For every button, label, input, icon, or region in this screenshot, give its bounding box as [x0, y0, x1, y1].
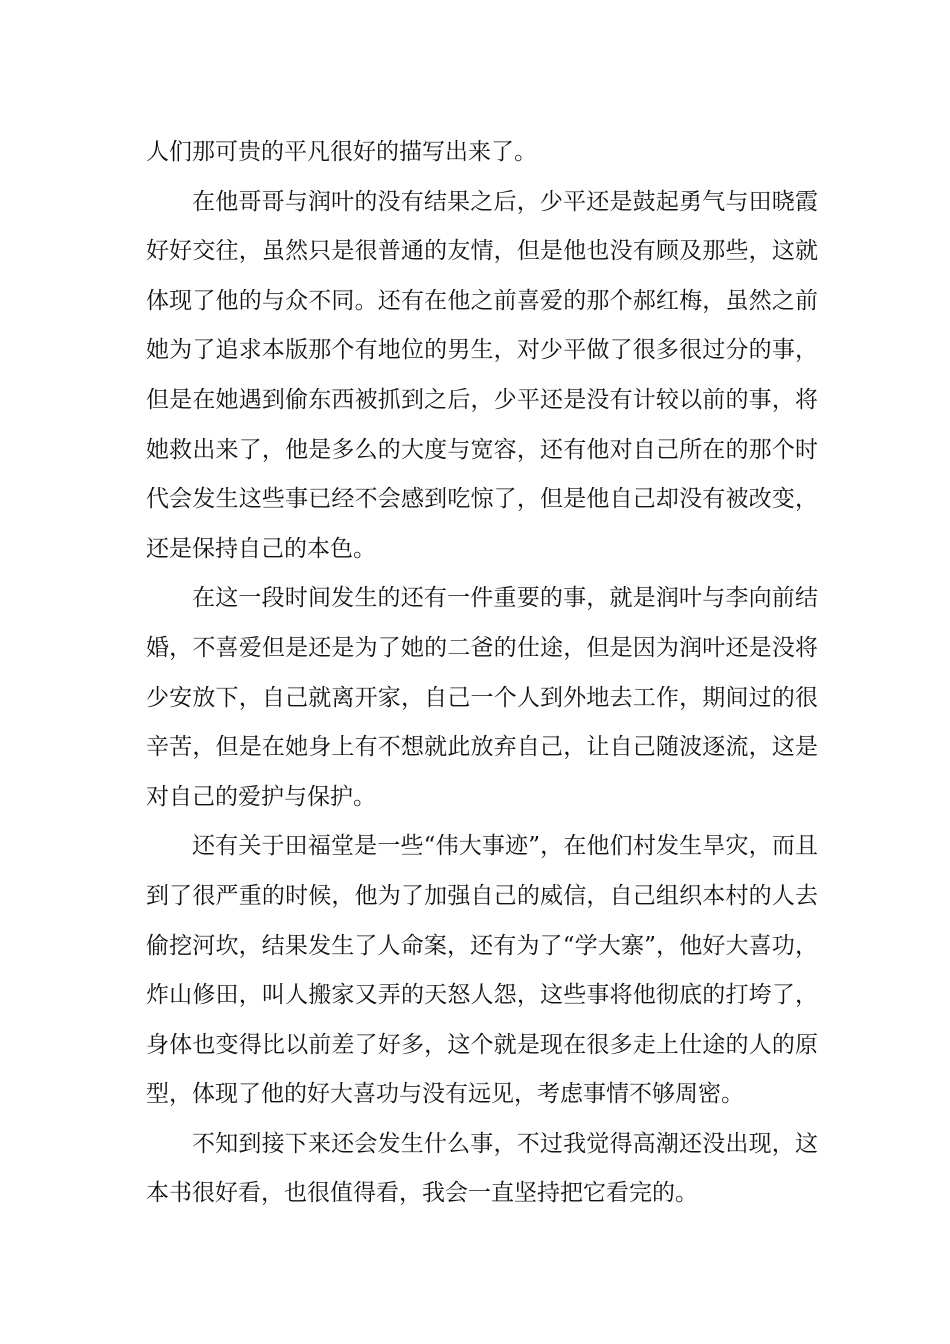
paragraph-continuation: 人们那可贵的平凡很好的描写出来了。	[146, 139, 537, 165]
essay-body	[146, 128, 818, 1219]
paragraph-shaoping: 在他哥哥与润叶的没有结果之后，少平还是鼓起勇气与田晓霞好好交往，虽然只是很普通的友情，但是他也没有顾及那些，这就体现了他的与众不同。还有在他之前喜爱的那个郝红梅，虽然之前她为了追求本版那个有地位的男生，对少平做了很多很过分的事，但是在她遇到偷东西被抓到之后，少平还是没有计较以前的事，将她救出来了，他是多么的大度与宽容，还有他对自己所在的那个时代会发生这些事已经不会感到吃惊了，但是他自己却没有被改变，还是保持自己的本色。	[146, 188, 818, 562]
paragraph-conclusion: 不知到接下来还会发生什么事，不过我觉得高潮还没出现，这本书很好看，也很值得看，我会一直坚持把它看完的。	[146, 1130, 818, 1207]
paragraph-tianfutang: 还有关于田福堂是一些“伟大事迹”，在他们村发生旱灾，而且到了很严重的时候，他为了加强自己的威信，自己组织本村的人去偷挖河坎，结果发生了人命案，还有为了“学大寨”，他好大喜功，炸山修田，叫人搬家又弄的天怒人怨，这些事将他彻底的打垮了，身体也变得比以前差了好多，这个就是现在很多走上仕途的人的原型，体现了他的好大喜功与没有远见，考虑事情不够周密。	[146, 833, 818, 1108]
paragraph-runye: 在这一段时间发生的还有一件重要的事，就是润叶与李向前结婚，不喜爱但是还是为了她的二爸的仕途，但是因为润叶还是没将少安放下，自己就离开家，自己一个人到外地去工作，期间过的很辛苦，但是在她身上有不想就此放弃自己，让自己随波逐流，这是对自己的爱护与保护。	[146, 585, 818, 810]
